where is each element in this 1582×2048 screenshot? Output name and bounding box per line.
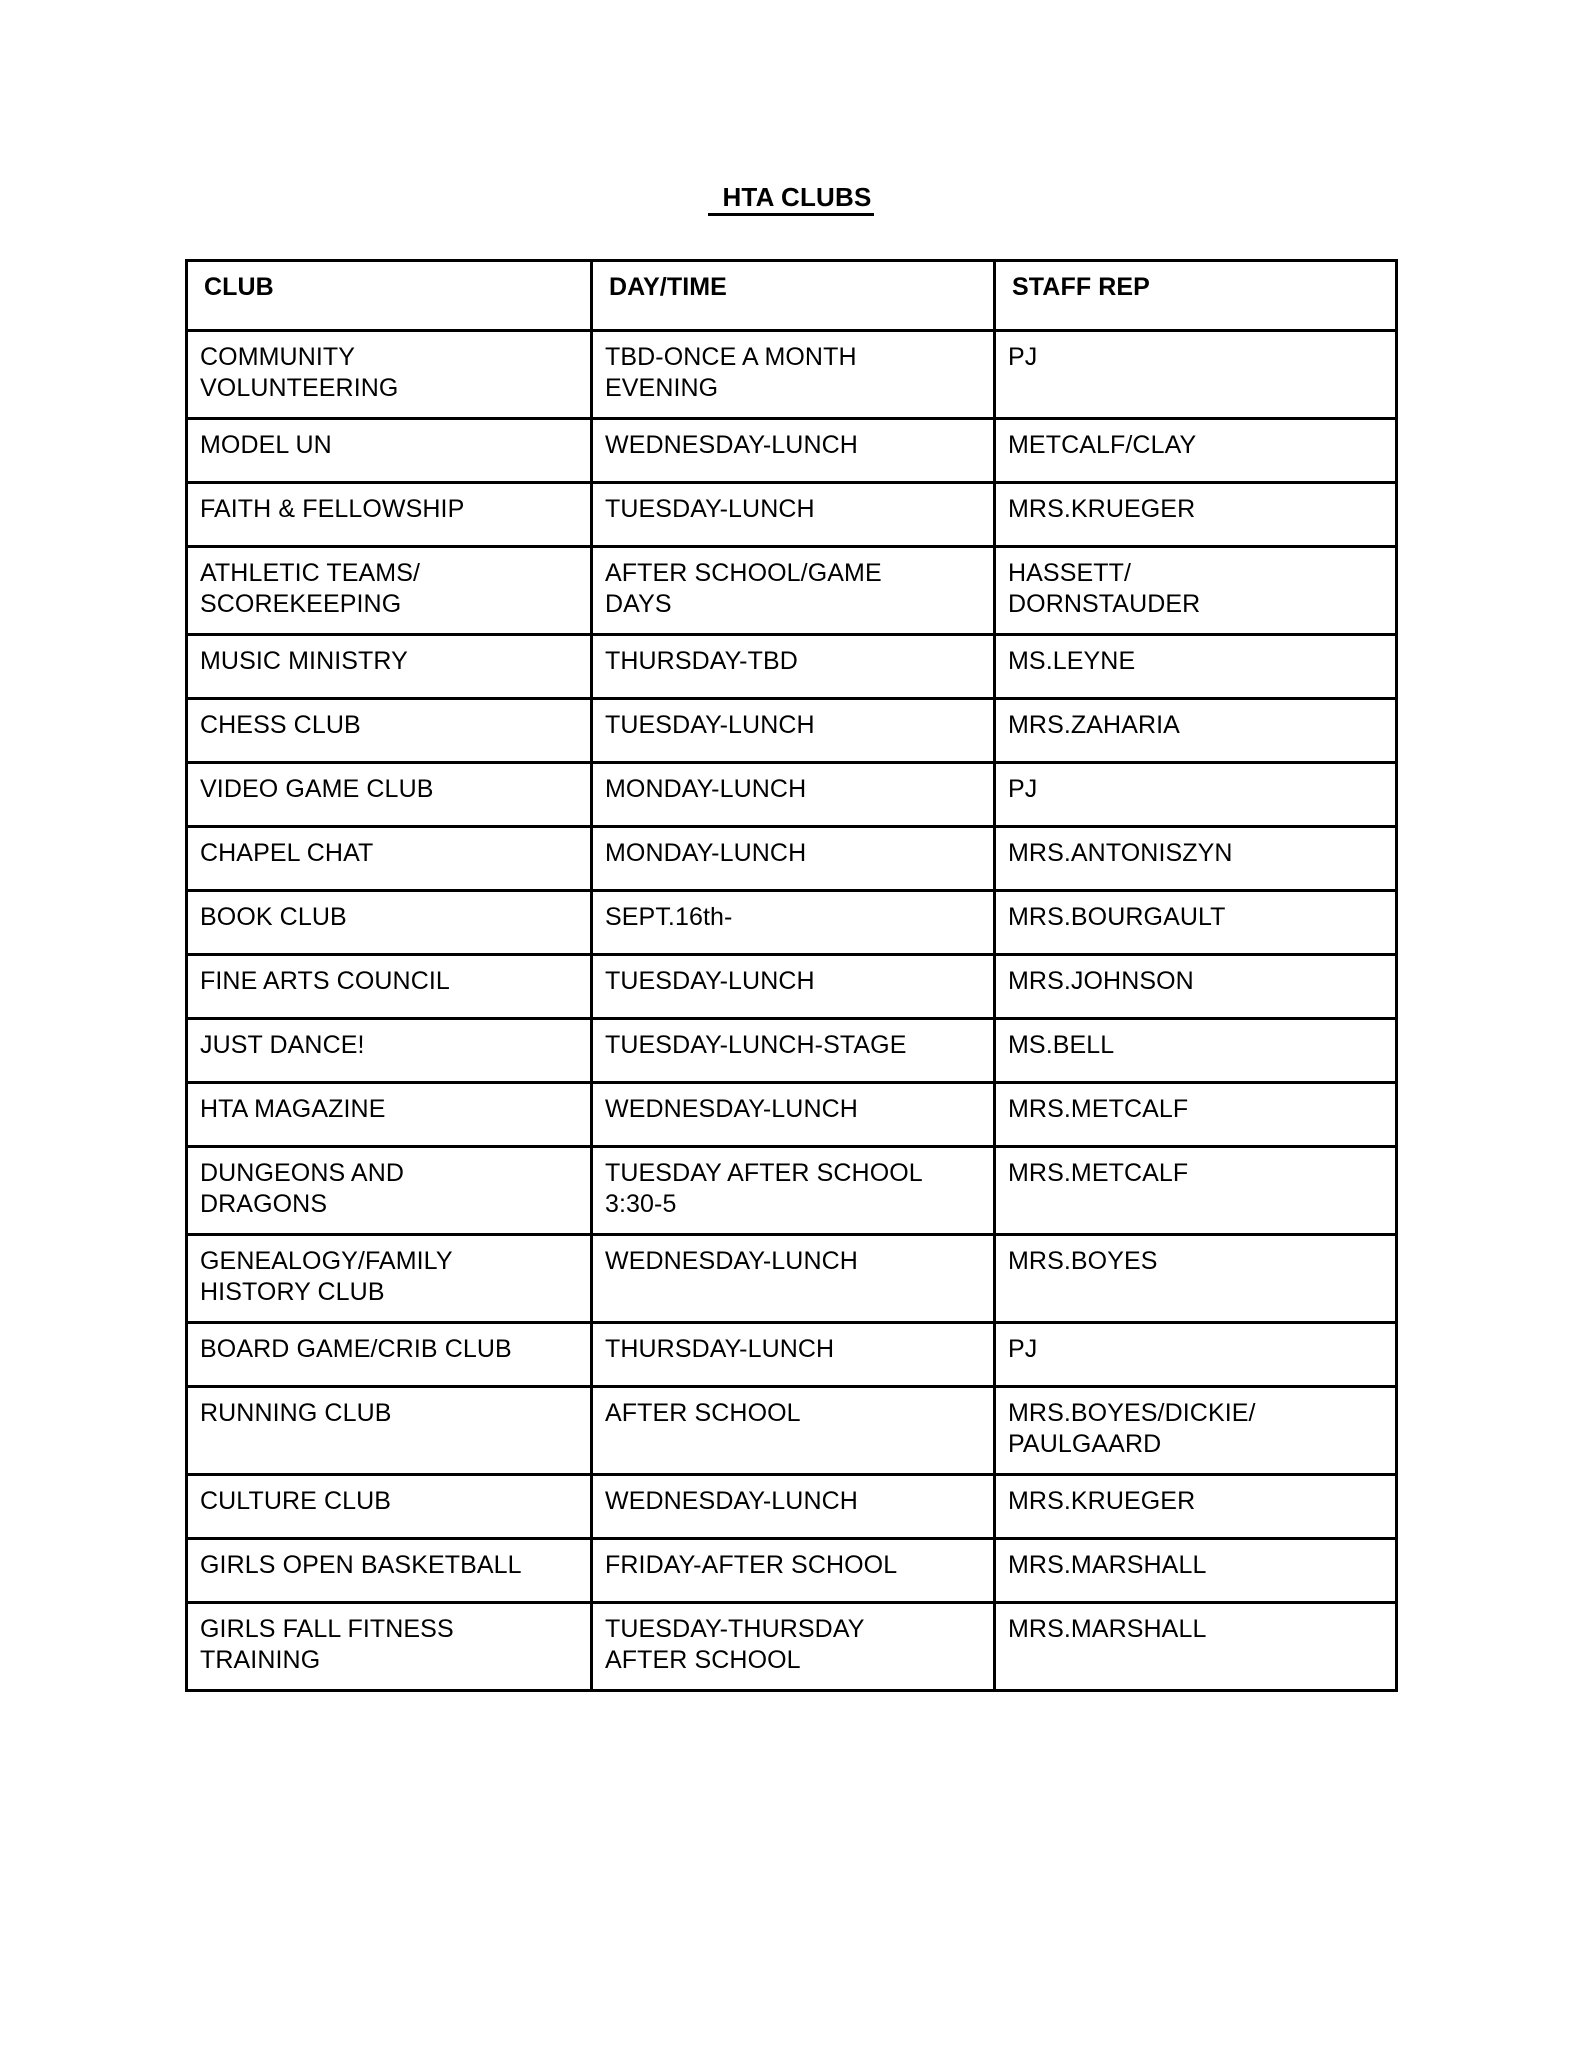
cell-text-line: VIDEO GAME CLUB: [200, 775, 434, 803]
cell-text-line: WEDNESDAY-LUNCH: [605, 431, 858, 459]
cell-club: [187, 891, 592, 955]
cell-staff-rep: [995, 547, 1397, 635]
cell-club: [187, 1019, 592, 1083]
cell-day-time: [592, 1539, 995, 1603]
cell-text-line: THURSDAY-LUNCH: [605, 1335, 835, 1363]
cell-staff-rep: [995, 763, 1397, 827]
cell-staff-rep: [995, 331, 1397, 419]
page-title-text: HTA CLUBS: [708, 184, 873, 216]
cell-club: [187, 1083, 592, 1147]
table-row: [187, 891, 1397, 955]
cell-day-time: [592, 419, 995, 483]
cell-staff-rep: [995, 1323, 1397, 1387]
cell-text-line: MONDAY-LUNCH: [605, 775, 807, 803]
cell-staff-rep: [995, 483, 1397, 547]
cell-text-line: MRS.BOYES: [1008, 1247, 1158, 1275]
cell-text-line: MS.BELL: [1008, 1031, 1115, 1059]
table-row: [187, 635, 1397, 699]
cell-text-line: TUESDAY-LUNCH: [605, 495, 815, 523]
cell-text-line: AFTER SCHOOL/GAME: [605, 559, 882, 587]
cell-staff-rep: [995, 1147, 1397, 1235]
cell-staff-rep: [995, 1019, 1397, 1083]
cell-club: [187, 955, 592, 1019]
cell-text-line: METCALF/CLAY: [1008, 431, 1197, 459]
cell-text-line: WEDNESDAY-LUNCH: [605, 1095, 858, 1123]
clubs-table: [185, 259, 1398, 1692]
cell-staff-rep: [995, 891, 1397, 955]
cell-text-line: MUSIC MINISTRY: [200, 647, 408, 675]
cell-club: [187, 699, 592, 763]
cell-text-line: MODEL UN: [200, 431, 332, 459]
cell-text-line: MRS.KRUEGER: [1008, 1487, 1196, 1515]
cell-staff-rep: [995, 699, 1397, 763]
cell-text-line: AFTER SCHOOL: [605, 1646, 801, 1674]
table-row: [187, 763, 1397, 827]
cell-text-line: VOLUNTEERING: [200, 374, 399, 402]
cell-text-line: FRIDAY-AFTER SCHOOL: [605, 1551, 898, 1579]
cell-staff-rep: [995, 1539, 1397, 1603]
cell-text-line: ATHLETIC TEAMS/: [200, 559, 421, 587]
cell-text-line: TRAINING: [200, 1646, 321, 1674]
cell-text-line: PJ: [1008, 343, 1038, 371]
cell-day-time: [592, 483, 995, 547]
cell-text-line: BOOK CLUB: [200, 903, 347, 931]
cell-text-line: THURSDAY-TBD: [605, 647, 798, 675]
cell-day-time: [592, 1603, 995, 1691]
cell-club: [187, 1475, 592, 1539]
table-row: [187, 1387, 1397, 1475]
cell-text-line: MRS.BOYES/DICKIE/: [1008, 1399, 1256, 1427]
cell-day-time: [592, 699, 995, 763]
cell-club: [187, 1235, 592, 1323]
cell-text-line: MS.LEYNE: [1008, 647, 1136, 675]
cell-club: [187, 1323, 592, 1387]
cell-day-time: [592, 1083, 995, 1147]
cell-text-line: MRS.KRUEGER: [1008, 495, 1196, 523]
cell-text-line: FINE ARTS COUNCIL: [200, 967, 450, 995]
cell-day-time: [592, 955, 995, 1019]
cell-text-line: WEDNESDAY-LUNCH: [605, 1487, 858, 1515]
cell-text-line: PJ: [1008, 1335, 1038, 1363]
cell-club: [187, 547, 592, 635]
cell-staff-rep: [995, 1603, 1397, 1691]
cell-day-time: [592, 763, 995, 827]
cell-text-line: WEDNESDAY-LUNCH: [605, 1247, 858, 1275]
cell-day-time: [592, 1235, 995, 1323]
cell-text-line: 3:30-5: [605, 1190, 677, 1218]
table-row: [187, 547, 1397, 635]
cell-text-line: HTA MAGAZINE: [200, 1095, 386, 1123]
cell-day-time: [592, 547, 995, 635]
table-row: [187, 1323, 1397, 1387]
cell-staff-rep: [995, 1235, 1397, 1323]
cell-club: [187, 1147, 592, 1235]
cell-text-line: DORNSTAUDER: [1008, 590, 1201, 618]
cell-text-line: COMMUNITY: [200, 343, 356, 371]
cell-day-time: [592, 1019, 995, 1083]
cell-text-line: GENEALOGY/FAMILY: [200, 1247, 453, 1275]
cell-text-line: HISTORY CLUB: [200, 1278, 385, 1306]
table-row: [187, 827, 1397, 891]
cell-staff-rep: [995, 1083, 1397, 1147]
cell-text-line: PAULGAARD: [1008, 1430, 1162, 1458]
cell-text-line: HASSETT/: [1008, 559, 1132, 587]
cell-text-line: MRS.ZAHARIA: [1008, 711, 1180, 739]
cell-text-line: DUNGEONS AND: [200, 1159, 405, 1187]
cell-club: [187, 1603, 592, 1691]
cell-text-line: MRS.BOURGAULT: [1008, 903, 1226, 931]
table-row: [187, 1603, 1397, 1691]
cell-text-line: TUESDAY-THURSDAY: [605, 1615, 865, 1643]
table-row: [187, 1019, 1397, 1083]
cell-club: [187, 1387, 592, 1475]
cell-text-line: BOARD GAME/CRIB CLUB: [200, 1335, 512, 1363]
cell-text-line: CHAPEL CHAT: [200, 839, 374, 867]
cell-text-line: DRAGONS: [200, 1190, 328, 1218]
cell-text-line: MRS.JOHNSON: [1008, 967, 1194, 995]
cell-text-line: CHESS CLUB: [200, 711, 361, 739]
cell-day-time: [592, 1147, 995, 1235]
cell-club: [187, 419, 592, 483]
page-title: [0, 182, 1582, 216]
cell-club: [187, 763, 592, 827]
cell-text-line: GIRLS OPEN BASKETBALL: [200, 1551, 522, 1579]
cell-text-line: MRS.MARSHALL: [1008, 1615, 1207, 1643]
cell-day-time: [592, 1387, 995, 1475]
cell-text-line: MONDAY-LUNCH: [605, 839, 807, 867]
table-row: [187, 699, 1397, 763]
table-row: [187, 1475, 1397, 1539]
cell-text-line: SCOREKEEPING: [200, 590, 402, 618]
cell-day-time: [592, 1323, 995, 1387]
cell-staff-rep: [995, 1475, 1397, 1539]
cell-text-line: FAITH & FELLOWSHIP: [200, 495, 465, 523]
cell-text-line: EVENING: [605, 374, 719, 402]
cell-text-line: MRS.METCALF: [1008, 1095, 1189, 1123]
column-header-staff-rep: STAFF REP: [995, 261, 1397, 331]
cell-day-time: [592, 635, 995, 699]
cell-text-line: PJ: [1008, 775, 1038, 803]
cell-text-line: MRS.ANTONISZYN: [1008, 839, 1233, 867]
cell-day-time: [592, 891, 995, 955]
cell-club: [187, 483, 592, 547]
cell-text-line: MRS.MARSHALL: [1008, 1551, 1207, 1579]
cell-day-time: [592, 331, 995, 419]
cell-text-line: CULTURE CLUB: [200, 1487, 392, 1515]
table-body: [187, 331, 1397, 1691]
table-row: [187, 1147, 1397, 1235]
cell-text-line: SEPT.16th-: [605, 903, 733, 931]
column-header-club: CLUB: [187, 261, 592, 331]
cell-text-line: TUESDAY-LUNCH-STAGE: [605, 1031, 907, 1059]
cell-text-line: RUNNING CLUB: [200, 1399, 392, 1427]
cell-staff-rep: [995, 635, 1397, 699]
table-row: [187, 1235, 1397, 1323]
cell-text-line: JUST DANCE!: [200, 1031, 365, 1059]
table-row: [187, 483, 1397, 547]
table-header-row: [187, 261, 1397, 331]
column-header-day-time: DAY/TIME: [592, 261, 995, 331]
table-row: [187, 955, 1397, 1019]
cell-day-time: [592, 1475, 995, 1539]
cell-club: [187, 635, 592, 699]
cell-club: [187, 827, 592, 891]
cell-text-line: TBD-ONCE A MONTH: [605, 343, 857, 371]
table-row: [187, 419, 1397, 483]
table-row: [187, 331, 1397, 419]
table-row: [187, 1083, 1397, 1147]
cell-text-line: GIRLS FALL FITNESS: [200, 1615, 454, 1643]
cell-text-line: TUESDAY-LUNCH: [605, 711, 815, 739]
cell-staff-rep: [995, 1387, 1397, 1475]
table-header: [187, 261, 1397, 331]
cell-club: [187, 1539, 592, 1603]
cell-staff-rep: [995, 419, 1397, 483]
cell-text-line: MRS.METCALF: [1008, 1159, 1189, 1187]
cell-text-line: DAYS: [605, 590, 672, 618]
cell-text-line: TUESDAY-LUNCH: [605, 967, 815, 995]
cell-staff-rep: [995, 827, 1397, 891]
cell-club: [187, 331, 592, 419]
cell-text-line: TUESDAY AFTER SCHOOL: [605, 1159, 923, 1187]
cell-day-time: [592, 827, 995, 891]
table-row: [187, 1539, 1397, 1603]
cell-staff-rep: [995, 955, 1397, 1019]
cell-text-line: AFTER SCHOOL: [605, 1399, 801, 1427]
